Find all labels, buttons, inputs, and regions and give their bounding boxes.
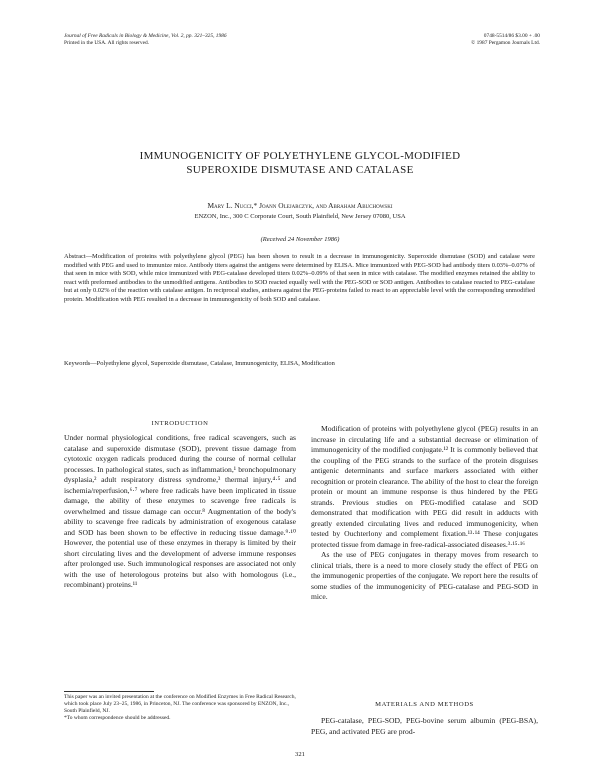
received-date: (Received 24 November 1986) [260, 236, 340, 243]
introduction-body: Under normal physiological conditions, free radical scavengers, such as catalase and superoxide dismutase (SOD), prevent tissue damage from cytotoxic oxygen radicals produced during the course of normal cellular processes. In pathological states, such as inflammation,¹ bronchopulmonary dysplasia,² adult respiratory distress syndrome,³ thermal injury,⁴·⁵ and ischemia/reperfusion,⁶·⁷ where free radicals have been implicated in tissue damage, the ability of these enzymes to scavenge free radicals is overwhelmed and tissue damage can occur.⁸ Augmentation of the body's ability to scavenge free radicals by administration of exogenous catalase and SOD has been shown to be effective in reducing tissue damage.⁹·¹⁰ However, the potential use of these enzymes in therapy is limited by their short circulating lives and the development of adverse immune responses after prolonged use. Such immunological responses are associated not only with the use of heterologous proteins but also with homologous (i.e., recombinant) proteins.¹¹ [64, 433, 296, 589]
page-number: 321 [295, 751, 305, 758]
running-header-right [400, 33, 540, 48]
paper-title [60, 150, 540, 177]
title-line-1: IMMUNOGENICITY OF POLYETHYLENE GLYCOL-MODIFIED [139, 150, 461, 162]
author-list: Mary L. Nucci,* Joann Olejarczyk, and Abraham Abuchowski [207, 201, 393, 210]
paragraph-peg-modification: Modification of proteins with polyethylene glycol (PEG) results in an increase in circulating life and a substantial decrease or elimination of immunogenicity of the modified conjugate.¹² It is commonly believed that the coupling of the PEG strands to the surface of the protein disguises antigenic determinants and surface markers associated with either recognition or protein clearance. The ability of the host to clear the foreign protein or mount an immune response is thus hindered by the PEG strands. Previous studies on PEG-modified catalase and SOD demonstrated that modification with PEG did result in adducts with greatly extended circulating lives and reduced immunogenicity, when tested by Ouchterlony and complement fixation.¹³·¹⁴ These conjugates protected tissue from damage in free-radical-associated diseases.³·¹⁵·¹⁶ [311, 424, 538, 549]
methods-body: PEG-catalase, PEG-SOD, PEG-bovine serum albumin (PEG-BSA), PEG, and activated PEG are prod- [311, 716, 538, 736]
right-column-body [311, 424, 538, 603]
keywords-label: Keywords [64, 360, 91, 367]
title-line-2: SUPEROXIDE DISMUTASE AND CATALASE [186, 163, 414, 176]
footnotes [64, 694, 296, 722]
abstract-label: Abstract [64, 253, 86, 260]
printed-note: Printed in the USA. All rights reserved. [64, 40, 150, 47]
running-header-left [64, 33, 324, 48]
copyright-notice: © 1987 Pergamon Journals Ltd. [471, 40, 540, 47]
keywords-text: —Polyethylene glycol, Superoxide dismutase, Catalase, Immunogenicity, ELISA, Modification [90, 360, 335, 367]
footnote-correspondence: *To whom correspondence should be addressed. [64, 715, 171, 722]
journal-citation: Journal of Free Radicals in Biology & Medicine, Vol. 2, pp. 321–325, 1986 [64, 33, 227, 39]
affiliation: ENZON, Inc., 300 C Corporate Court, South Plainfield, New Jersey 07080, USA [194, 213, 406, 220]
methods-heading: MATERIALS AND METHODS [375, 701, 474, 708]
keywords [64, 360, 535, 369]
abstract-text: —Modification of proteins with polyethylene glycol (PEG) has been shown to result in a decrease in immunogenicity. Superoxide dismutase (SOD) and catalase were modified with PEG and used to immunize mice. Antibody titers against the antigens were determined by ELISA. Mice immunized with PEG-SOD had antibody titers 0.03%–0.07% of that seen in mice with SOD, while mice immunized with PEG-catalase developed titers 0.02%–0.09% of that seen in mice with catalase. The modified enzymes retained the ability to react with preformed antibodies to the unmodified antigens. Antibodies to SOD reacted equally well with the PEG-SOD or SOD antigen. Antibodies to catalase reacted to PEG-catalase but at only 0.02% of the reaction with catalase antigen. In reciprocal studies, antisera against the PEG-proteins failed to react to an appreciable level with the corresponding unmodified protein. Modification with PEG resulted in a decrease in immunogenicity of both SOD and catalase. [64, 253, 535, 303]
article-code: 0748-5514/86 $3.00 + .00 [483, 33, 540, 39]
introduction-heading: INTRODUCTION [151, 420, 209, 427]
footnote-divider [64, 691, 154, 692]
paragraph-peg-conjugates: As the use of PEG conjugates in therapy moves from research to clinical trials, there is a need to more closely study the effect of PEG on the immunogenic properties of the conjugate. We report here the results of some studies of the immunogenicity of PEG-catalase and PEG-SOD in mice. [311, 550, 538, 601]
footnote-conference: This paper was an invited presentation at the conference on Modified Enzymes in Free Radical Research, which took place July 23–25, 1986, in Princeton, NJ. The conference was sponsored by ENZON, Inc., South Plainfield, NJ. [64, 694, 296, 715]
abstract [64, 253, 535, 305]
